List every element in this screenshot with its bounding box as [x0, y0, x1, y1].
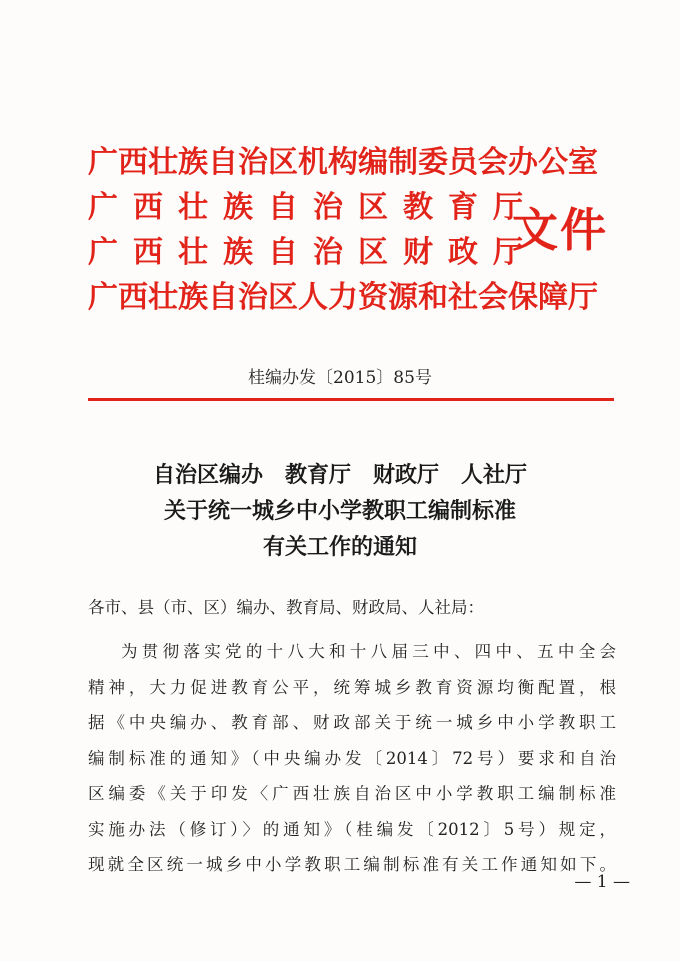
body-line: 实施办法（修订）〉的通知》（桂编发〔2012〕5号）规定，	[88, 819, 616, 839]
document-label: 文件	[512, 203, 608, 257]
issuer-education-dept: 广西壮族自治区教育厅	[88, 190, 538, 225]
body-paragraph	[88, 634, 616, 883]
header-divider	[88, 398, 614, 401]
title-line: 关于统一城乡中小学教职工编制标准	[163, 498, 516, 524]
document-number: 桂编办发〔2015〕85号	[248, 368, 432, 388]
body-line: 为贯彻落实党的十八大和十八届三中、四中、五中全会	[121, 642, 616, 661]
issuer-hr-social-security-dept: 广西壮族自治区人力资源和社会保障厅	[88, 280, 598, 315]
body-line: 现就全区统一城乡中小学教职工编制标准有关工作通知如下。	[88, 855, 616, 874]
body-line: 精神，大力促进教育公平，统筹城乡教育资源均衡配置，根	[88, 677, 616, 697]
title-line: 有关工作的通知	[262, 534, 417, 560]
issuer-editorial-office: 广西壮族自治区机构编制委员会办公室	[88, 145, 598, 180]
page-number: — 1 —	[574, 872, 630, 892]
issuer-finance-dept: 广西壮族自治区财政厅	[88, 235, 538, 270]
body-line: 编制标准的通知》（中央编办发〔2014〕72号）要求和自治	[88, 748, 616, 768]
document-title	[0, 457, 680, 565]
salutation: 各市、县（市、区）编办、教育局、财政局、人社局：	[88, 598, 484, 617]
body-line: 区编委《关于印发〈广西壮族自治区中小学教职工编制标准	[88, 784, 616, 803]
body-line: 据《中央编办、教育部、财政部关于统一城乡中小学教职工	[88, 713, 616, 732]
title-line: 自治区编办 教育厅 财政厅 人社厅	[152, 462, 527, 488]
